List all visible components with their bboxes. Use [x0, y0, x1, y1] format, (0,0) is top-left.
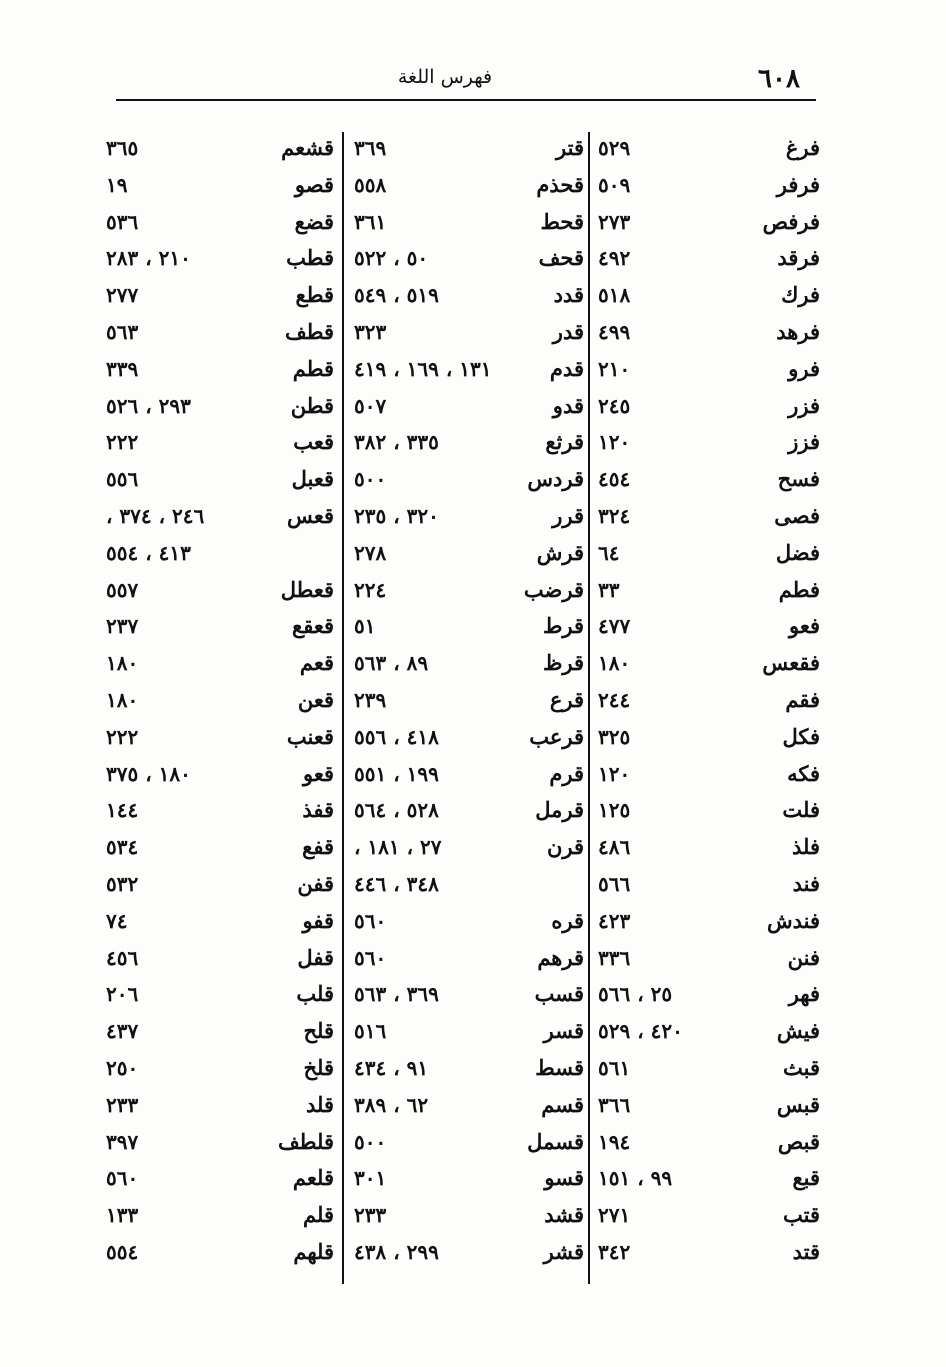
headword: فقم — [785, 686, 820, 712]
index-entry — [594, 645, 820, 682]
index-entry — [594, 314, 820, 351]
page-references: ٨٩ ، ٥٦٣ — [354, 651, 429, 676]
page-references: ٣٩٧ — [106, 1129, 139, 1154]
page-references: ٣٦٥ — [106, 136, 139, 160]
page-references: ٥٢٩ — [598, 136, 631, 160]
headword: قبص — [777, 1128, 820, 1154]
index-entry — [594, 1197, 820, 1234]
page-references: ١٨٠ — [598, 651, 631, 676]
page-references: ٦٤ — [598, 540, 620, 565]
page-references: ٢٥٠ — [106, 1055, 139, 1080]
headword: قرهم — [537, 944, 584, 970]
headword: فنن — [787, 944, 820, 970]
headword: قعطل — [280, 576, 334, 602]
page-references: ٣٢٣ — [354, 319, 387, 344]
index-entry — [594, 829, 820, 866]
index-entry — [350, 277, 584, 314]
headword: قدو — [552, 392, 584, 418]
page-references: ٣٢٥ — [598, 724, 631, 749]
index-entry — [102, 351, 334, 388]
headword: قفل — [297, 944, 334, 970]
index-entry — [350, 903, 584, 940]
page-references: ٣٣٥ ، ٣٨٢ — [354, 430, 439, 455]
page-references: ٣٢٠ ، ٢٣٥ — [354, 503, 439, 528]
index-entry — [594, 792, 820, 829]
index-entry — [102, 204, 334, 241]
headword: فرفص — [762, 208, 820, 234]
headword: فقعس — [762, 650, 820, 676]
index-entry — [594, 682, 820, 719]
headword: قعم — [299, 650, 334, 676]
page-number: ٦٠٨ — [758, 64, 800, 94]
page-references: ٣٣ — [598, 577, 620, 602]
index-entry — [102, 792, 334, 829]
index-entry — [350, 130, 584, 167]
page-references: ٥٢٨ ، ٥٦٤ — [354, 798, 439, 823]
page-references: ٢١٠ — [598, 356, 631, 381]
headword: قرش — [536, 539, 584, 565]
index-entry — [350, 1197, 584, 1234]
index-entry — [350, 204, 584, 241]
index-entry — [350, 608, 584, 645]
page-references: ٢٢٢ — [106, 724, 139, 749]
index-entry — [594, 130, 820, 167]
headword: فكل — [782, 723, 820, 749]
headword: قدد — [553, 282, 584, 308]
headword: قلم — [303, 1202, 334, 1228]
page-references: ١٢٥ — [598, 798, 631, 823]
index-entry — [350, 572, 584, 609]
headword: فرهد — [776, 318, 820, 344]
headword: فرو — [788, 355, 820, 381]
column-divider — [588, 132, 590, 1284]
headword: قسط — [535, 1054, 584, 1080]
headword: قسم — [541, 1091, 584, 1117]
index-entry — [102, 682, 334, 719]
index-entry — [594, 351, 820, 388]
headword: قبس — [776, 1091, 820, 1117]
headword: قتر — [556, 135, 584, 160]
index-entry — [102, 756, 334, 793]
index-entry — [102, 1087, 334, 1124]
index-entry — [102, 1197, 334, 1234]
page-references: ١٩٩ ، ٥٥١ — [354, 761, 439, 786]
headword: قفو — [302, 907, 334, 933]
page-references: ٤٢٠ ، ٥٢٩ — [598, 1019, 683, 1044]
page-references: ٣٦٩ ، ٥٦٣ — [354, 982, 439, 1007]
index-entry — [594, 277, 820, 314]
index-entry — [102, 940, 334, 977]
headword: فرغ — [785, 135, 820, 160]
headword: قتب — [783, 1202, 820, 1228]
headword: قردس — [527, 466, 584, 492]
index-entry — [594, 535, 820, 572]
index-entry — [594, 572, 820, 609]
index-entry — [594, 388, 820, 425]
page-references: ٢٧١ — [598, 1203, 631, 1228]
page-references: ٢٩٩ ، ٤٣٨ — [354, 1239, 439, 1264]
index-entry — [102, 976, 334, 1013]
headword: قسو — [544, 1165, 584, 1191]
index-entry — [594, 1124, 820, 1161]
headword: قرمل — [535, 797, 584, 823]
headword: قلهم — [293, 1238, 334, 1264]
index-entry — [350, 829, 584, 866]
index-entry — [102, 277, 334, 314]
index-entry — [350, 314, 584, 351]
index-entry — [350, 976, 584, 1013]
page-references: ٣٤٨ ، ٤٤٦ — [354, 871, 439, 896]
index-entry — [102, 719, 334, 756]
page-references: ١٣١ ، ١٦٩ ، ٤١٩ — [354, 356, 492, 381]
index-entry — [350, 756, 584, 793]
page-references: ٢٧٣ — [598, 209, 631, 234]
page-references: ٢٤٦ ، ٣٧٤ ، — [106, 503, 205, 528]
headword: قدم — [549, 355, 584, 381]
index-entry — [594, 461, 820, 498]
index-entry — [102, 240, 334, 277]
page-references: ٢٩٣ ، ٥٢٦ — [106, 393, 191, 418]
index-entry — [102, 167, 334, 204]
page-references: ٥١ — [354, 614, 376, 639]
headword: قصو — [294, 171, 334, 197]
index-entry — [102, 1234, 334, 1271]
index-entry — [102, 424, 334, 461]
page-references: ٣٦٩ — [354, 136, 387, 160]
index-entry — [102, 535, 334, 572]
headword: قبث — [783, 1054, 820, 1080]
headword: فصى — [774, 502, 820, 528]
headword: قسب — [534, 981, 584, 1007]
index-entry — [102, 645, 334, 682]
page-references: ٦٢ ، ٣٨٩ — [354, 1092, 429, 1117]
page-references: ١٢٠ — [598, 430, 631, 455]
page-references: ٥٥٨ — [354, 172, 387, 197]
headword: فسح — [777, 466, 820, 492]
index-entry — [350, 388, 584, 425]
headword: قضع — [294, 208, 334, 234]
page-references: ٣٦١ — [354, 209, 387, 234]
index-entry — [102, 1013, 334, 1050]
page-references: ٢٥ ، ٥٦٦ — [598, 982, 673, 1007]
page-references: ٢٧ ، ١٨١ ، — [354, 835, 442, 860]
headword: قعب — [293, 429, 334, 455]
index-entry — [594, 167, 820, 204]
page-references: ٢٣٣ — [354, 1203, 387, 1228]
headword: قرن — [546, 834, 584, 860]
headword: قلعم — [292, 1165, 334, 1191]
headword: قشد — [544, 1202, 584, 1228]
headword: قسر — [543, 1018, 584, 1044]
headword: قعبل — [291, 466, 334, 492]
column-divider — [342, 132, 344, 1284]
page-references: ٥٠ ، ٥٢٢ — [354, 246, 429, 271]
page-references: ٤٩٩ — [598, 319, 631, 344]
page-references: ٥٦٠ — [106, 1166, 139, 1191]
index-entry — [350, 240, 584, 277]
index-column-left — [102, 130, 334, 1290]
page-references: ٣٦٦ — [598, 1092, 631, 1117]
headword: قرضب — [523, 576, 584, 602]
page-references: ٣٤٢ — [598, 1239, 631, 1264]
index-entry — [350, 792, 584, 829]
headword: قره — [551, 907, 584, 933]
headword: قرم — [549, 760, 584, 786]
index-entry — [102, 388, 334, 425]
index-entry — [350, 866, 584, 903]
headword: قعس — [287, 502, 334, 528]
headword: فندش — [766, 907, 820, 933]
headword: قعقع — [292, 613, 334, 639]
page-references: ٤١٨ ، ٥٥٦ — [354, 724, 439, 749]
headword: فهر — [788, 981, 820, 1007]
headword: قشر — [543, 1238, 584, 1264]
page-references: ٥٠٩ — [598, 172, 631, 197]
index-entry — [594, 424, 820, 461]
index-entry — [350, 719, 584, 756]
page-references: ٢٢٢ — [106, 430, 139, 455]
index-entry — [102, 829, 334, 866]
index-column-middle — [350, 130, 584, 1290]
page-references: ٤٣٧ — [106, 1019, 139, 1044]
headword: قبع — [792, 1165, 820, 1191]
page-references: ٢٧٧ — [106, 283, 139, 308]
page-references: ٥٦٦ — [598, 871, 631, 896]
page-references: ٥٣٦ — [106, 209, 139, 234]
index-entry — [350, 1160, 584, 1197]
headword: فضل — [775, 539, 820, 565]
page-references: ٥٥٧ — [106, 577, 139, 602]
page-references: ٥٣٢ — [106, 871, 139, 896]
headword: قلح — [303, 1018, 334, 1044]
headword: قرر — [552, 502, 584, 528]
index-entry — [350, 424, 584, 461]
page-references: ١٨٠ ، ٣٧٥ — [106, 761, 191, 786]
headword: فعو — [788, 613, 820, 639]
index-entry — [350, 535, 584, 572]
headword: فند — [792, 870, 820, 896]
headword: فزز — [788, 429, 820, 455]
page-references: ٤٨٦ — [598, 835, 631, 860]
headword: قلب — [296, 981, 334, 1007]
index-entry — [594, 204, 820, 241]
headword: قعنب — [286, 723, 334, 749]
headword: قرثع — [545, 429, 584, 455]
index-entry — [102, 1160, 334, 1197]
index-entry — [350, 351, 584, 388]
page-references: ٣٠١ — [354, 1166, 387, 1191]
page-references: ١٩٤ — [598, 1129, 631, 1154]
index-entry — [350, 1087, 584, 1124]
index-entry — [350, 1124, 584, 1161]
headword: قعن — [297, 686, 334, 712]
index-entry — [350, 1234, 584, 1271]
page-references: ٢٧٨ — [354, 540, 387, 565]
index-entry — [102, 314, 334, 351]
headword: قطم — [292, 355, 334, 381]
index-entry — [350, 645, 584, 682]
index-entry — [594, 903, 820, 940]
page-references: ٤٥٦ — [106, 945, 139, 970]
headword: قرعب — [529, 723, 584, 749]
page-references: ٧٤ — [106, 908, 128, 933]
headword: قطف — [284, 318, 334, 344]
index-entry — [594, 719, 820, 756]
index-entry — [594, 498, 820, 535]
page-references: ٥٠٠ — [354, 467, 387, 492]
index-entry — [350, 682, 584, 719]
page-references: ٩٩ ، ١٥١ — [598, 1166, 673, 1191]
page-references: ٢٣٣ — [106, 1092, 139, 1117]
index-column-right — [594, 130, 820, 1290]
headword: فطم — [778, 576, 820, 602]
headword: قعو — [302, 760, 334, 786]
headword: فلذ — [791, 834, 820, 860]
index-entry — [350, 940, 584, 977]
index-entry — [102, 1124, 334, 1161]
page-references: ٤١٣ ، ٥٥٤ — [106, 540, 191, 565]
page-references: ٣٣٩ — [106, 356, 139, 381]
page-references: ٥٣٤ — [106, 835, 139, 860]
index-entry — [350, 1050, 584, 1087]
index-entry — [350, 498, 584, 535]
headword: قحذم — [536, 171, 584, 197]
index-entry — [594, 1013, 820, 1050]
headword: فرقد — [777, 245, 820, 271]
headword: قطب — [286, 245, 334, 271]
page-references: ١٢٠ — [598, 761, 631, 786]
page-references: ٤٩٢ — [598, 246, 631, 271]
page-references: ٣٢٤ — [598, 503, 631, 528]
index-entry — [594, 976, 820, 1013]
page-references: ٥١٨ — [598, 283, 631, 308]
index-entry — [102, 866, 334, 903]
headword: قلطف — [278, 1128, 334, 1154]
page-references: ١٨٠ — [106, 687, 139, 712]
index-entry — [102, 608, 334, 645]
page-references: ٢٣٩ — [354, 687, 387, 712]
page-references: ١٨٠ — [106, 651, 139, 676]
page-references: ٥٥٦ — [106, 467, 139, 492]
headword: فكه — [787, 760, 820, 786]
page-references: ٥٠٧ — [354, 393, 387, 418]
headword: قحف — [538, 245, 584, 271]
page-references: ٢٠٦ — [106, 982, 139, 1007]
index-entry — [102, 572, 334, 609]
index-entry — [594, 1087, 820, 1124]
headword: فزر — [788, 392, 820, 418]
index-entry — [594, 240, 820, 277]
page-references: ١٣٣ — [106, 1203, 139, 1228]
page-references: ١٤٤ — [106, 798, 139, 823]
index-entry — [594, 1050, 820, 1087]
headword: قطع — [295, 282, 334, 308]
headword: قلد — [305, 1091, 334, 1117]
page-references: ٥٦٠ — [354, 908, 387, 933]
page-references: ٢٤٥ — [598, 393, 631, 418]
page-references: ٢١٠ ، ٢٨٣ — [106, 246, 191, 271]
headword: قفع — [302, 834, 334, 860]
headword: قتد — [792, 1238, 820, 1264]
index-entry — [594, 608, 820, 645]
index-entry — [350, 167, 584, 204]
page-references: ٥١٩ ، ٥٤٩ — [354, 283, 439, 308]
headword: قرظ — [542, 650, 584, 676]
index-entry — [102, 498, 334, 535]
index-entry — [594, 1160, 820, 1197]
headword: قدر — [552, 318, 584, 344]
headword: فيش — [776, 1018, 820, 1044]
page-references: ٤٧٧ — [598, 614, 631, 639]
headword: قفذ — [302, 797, 334, 823]
headword: قشعم — [281, 135, 334, 160]
page-references: ١٩ — [106, 172, 128, 197]
page-references: ٥١٦ — [354, 1019, 387, 1044]
page-references: ٥٥٤ — [106, 1239, 139, 1264]
index-entry — [594, 1234, 820, 1271]
index-entry — [102, 130, 334, 167]
header-rule — [116, 99, 816, 101]
index-entry — [594, 866, 820, 903]
page-references: ٥٦٣ — [106, 319, 139, 344]
index-entry — [102, 461, 334, 498]
page-references: ٢٣٧ — [106, 614, 139, 639]
index-entry — [350, 1013, 584, 1050]
index-entry — [594, 756, 820, 793]
headword: قلخ — [303, 1054, 334, 1080]
headword: قطن — [290, 392, 334, 418]
headword: فرك — [781, 282, 820, 308]
headword: قسمل — [527, 1128, 584, 1154]
headword: قحط — [540, 208, 584, 234]
headword: قرع — [549, 686, 584, 712]
page-references: ٤٢٣ — [598, 908, 631, 933]
index-entry — [350, 461, 584, 498]
page-references: ٤٥٤ — [598, 467, 631, 492]
headword: فرفر — [776, 171, 820, 197]
headword: قرط — [542, 613, 584, 639]
page-references: ٩١ ، ٤٣٤ — [354, 1055, 429, 1080]
page-references: ٣٣٦ — [598, 945, 631, 970]
headword: قفن — [297, 870, 334, 896]
headword: فلت — [782, 797, 820, 823]
index-entry — [594, 940, 820, 977]
running-title: فهرس اللغة — [397, 66, 493, 88]
index-entry — [102, 1050, 334, 1087]
page-references: ٢٢٤ — [354, 577, 387, 602]
page-references: ٢٤٤ — [598, 687, 631, 712]
page-references: ٥٦٠ — [354, 945, 387, 970]
index-entry — [102, 903, 334, 940]
page-references: ٥٠٠ — [354, 1129, 387, 1154]
page-references: ٥٦١ — [598, 1055, 631, 1080]
